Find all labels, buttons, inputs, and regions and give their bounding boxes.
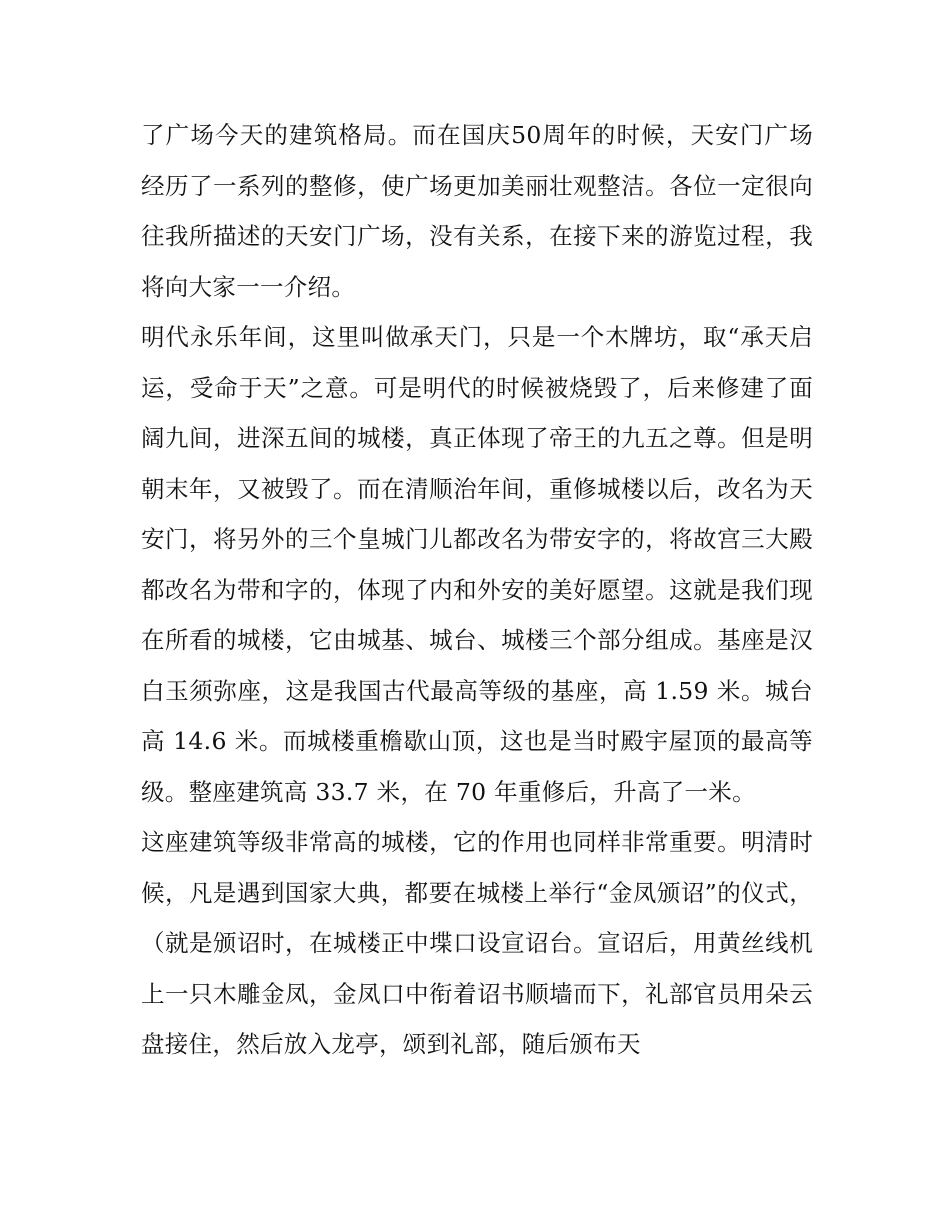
paragraph-3: 这座建筑等级非常高的城楼，它的作用也同样非常重要。明清时候，凡是遇到国家大典，都要在城楼上举行“金凤颁诏”的仪式，（就是颁诏时，在城楼正中堞口设宣诏台。宣诏后，用黄丝线机上一只木雕金凤，金凤口中衔着诏书顺墙而下，礼部官员用朵云盘接住，然后放入龙亭，颂到礼部，随后颁布天 xyxy=(141,828,813,1058)
paragraph-1: 了广场今天的建筑格局。而在国庆50周年的时候，天安门广场经历了一系列的整修，使广场更加美丽壮观整洁。各位一定很向往我所描述的天安门广场，没有关系，在接下来的游览过程，我将向大家一一介绍。 xyxy=(141,121,813,301)
document-body xyxy=(141,110,813,1070)
paragraph-2: 明代永乐年间，这里叫做承天门，只是一个木牌坊，取“承天启运，受命于天”之意。可是明代的时候被烧毁了，后来修建了面阔九间，进深五间的城楼，真正体现了帝王的九五之尊。但是明朝末年，又被毁了。而在清顺治年间，重修城楼以后，改名为天安门，将另外的三个皇城门儿都改名为带安字的，将故宫三大殿都改名为带和字的，体现了内和外安的美好愿望。这就是我们现在所看的城楼，它由城基、城台、城楼三个部分组成。基座是汉白玉须弥座，这是我国古代最高等级的基座，高 1.59 米。城台高 14.6 米。而城楼重檐歇山顶，这也是当时殿宇屋顶的最高等级。整座建筑高 33.7 米，在 70 年重修后，升高了一米。 xyxy=(141,323,813,806)
